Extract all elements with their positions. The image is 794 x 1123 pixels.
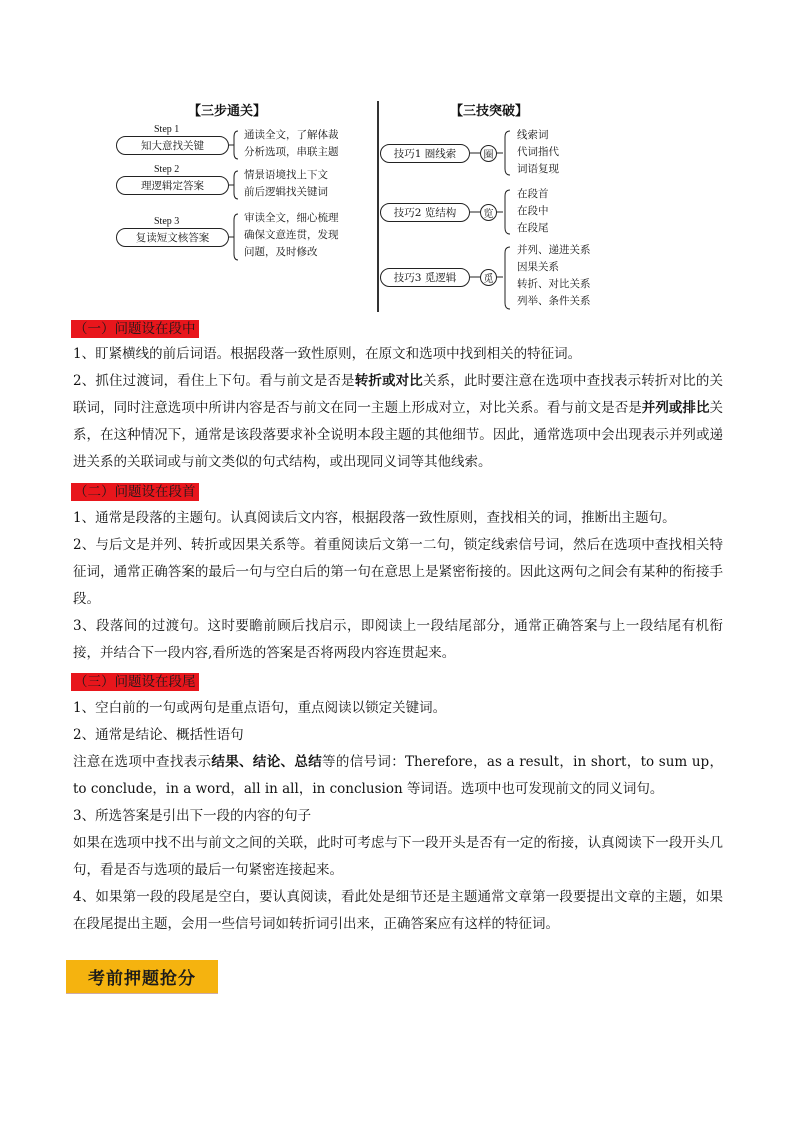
step-desc-line: 问题，及时修改 — [244, 246, 318, 258]
section-heading: （三）问题设在段尾 — [71, 673, 199, 691]
diagram-connectors — [0, 0, 794, 320]
technique-box: 技巧1 圈线索 — [380, 144, 470, 163]
technique-item: 列举、条件关系 — [517, 295, 591, 307]
left-diagram-title: 【三步通关】 — [188, 104, 267, 119]
step-desc-line: 情景语境找上下文 — [244, 169, 328, 181]
technique-circle: 览 — [480, 204, 497, 221]
paragraph: 4、如果第一段的段尾是空白，要认真阅读，看此处是细节还是主题通常文章第一段要提出文章的主题，如果在段尾提出主题，会用一些信号词如转折词引出来，正确答案应有这样的特征词。 — [73, 889, 723, 932]
technique-brace — [497, 247, 510, 309]
paragraph: 如果在选项中找不出与前文之间的关联，此时可考虑与下一段开头是否有一定的衔接，认真阅读下一段开头几句，看是否与选项的最后一句紧密连接起来。 — [73, 835, 723, 878]
step-label: Step 3 — [154, 216, 180, 227]
paragraph: 2、与后文是并列、转折或因果关系等。着重阅读后文第一二句，锁定线索信号词，然后在选项中查找相关特征词，通常正确答案的最后一句与空白后的第一句在意思上是紧密衔接的。因此这两句之间会有某种的衔接手段。 — [73, 537, 723, 607]
step-label: Step 2 — [154, 164, 180, 175]
paragraph: 3、所选答案是引出下一段的内容的句子 — [73, 808, 312, 824]
section-heading: （二）问题设在段首 — [71, 483, 199, 501]
step-label: Step 1 — [154, 124, 180, 135]
paragraph: 1、空白前的一句或两句是重点语句，重点阅读以锁定关键词。 — [73, 700, 447, 716]
step-desc-line: 分析选项，串联主题 — [244, 146, 339, 158]
paragraph: 1、盯紧横线的前后词语。根据段落一致性原则，在原文和选项中找到相关的特征词。 — [73, 346, 582, 362]
paragraph: 2、通常是结论、概括性语句 — [73, 727, 244, 743]
emphasis-text: 结果、结论、总结 — [211, 754, 323, 770]
strategy-diagram — [0, 0, 794, 320]
step-desc-line: 确保文意连贯，发现 — [244, 229, 339, 241]
technique-item: 代词指代 — [517, 146, 559, 158]
emphasis-text: 转折或对比 — [354, 373, 423, 389]
paragraph: 1、通常是段落的主题句。认真阅读后文内容，根据段落一致性原则，查找相关的词，推断出主题句。 — [73, 510, 676, 526]
technique-item: 在段首 — [517, 188, 549, 200]
step-brace — [229, 171, 238, 199]
technique-item: 转折、对比关系 — [517, 278, 591, 290]
technique-item: 在段尾 — [517, 222, 549, 234]
step-box: 复读短文核答案 — [116, 228, 229, 247]
step-box: 理逻辑定答案 — [116, 176, 229, 195]
technique-box: 技巧3 觅逻辑 — [380, 268, 470, 287]
technique-item: 在段中 — [517, 205, 549, 217]
step-box: 知大意找关键 — [116, 136, 229, 155]
emphasis-text: 并列或排比 — [641, 400, 710, 416]
technique-brace — [497, 131, 510, 175]
technique-brace — [497, 190, 510, 234]
technique-box: 技巧2 览结构 — [380, 203, 470, 222]
step-desc-line: 前后逻辑找关键词 — [244, 186, 328, 198]
paragraph: 2、抓住过渡词，看住上下句。看与前文是否是转折或对比关系，此时要注意在选项中查找表示转折对比的关联词，同时注意选项中所讲内容是否与前文在同一主题上形成对立，对比关系。看与前文是否是并列或排比关系，在这种情况下，通常是该段落要求补全说明本段主题的其他细节。因此，通常选项中会出现表示并列或递进关系的关联词或与前文类似的句式结构，或出现同义词等其他线索。 — [73, 373, 724, 470]
technique-circle: 觅 — [480, 269, 497, 286]
right-diagram-title: 【三技突破】 — [450, 104, 529, 119]
technique-item: 线索词 — [517, 129, 549, 141]
technique-item: 并列、递进关系 — [517, 244, 591, 256]
paragraph: 3、段落间的过渡句。这时要瞻前顾后找启示，即阅读上一段结尾部分，通常正确答案与上一段结尾有机衔接，并结合下一段内容,看所选的答案是否将两段内容连贯起来。 — [73, 618, 723, 661]
step-brace — [229, 214, 238, 260]
step-desc-line: 审读全文，细心梳理 — [244, 212, 339, 224]
technique-item: 因果关系 — [517, 261, 559, 273]
step-desc-line: 通读全文，了解体裁 — [244, 129, 339, 141]
technique-circle: 圈 — [480, 145, 497, 162]
paragraph: 注意在选项中查找表示结果、结论、总结等的信号词：Therefore，as a result，in short，to sum up，to conclude，in a word，all in all，in conclusion 等词语。选项中也可发现前文的同义词句。 — [73, 754, 724, 797]
section-banner: 考前押题抢分 — [66, 960, 218, 993]
section-heading: （一）问题设在段中 — [71, 320, 199, 338]
technique-item: 词语复现 — [517, 163, 559, 175]
step-brace — [229, 131, 238, 159]
